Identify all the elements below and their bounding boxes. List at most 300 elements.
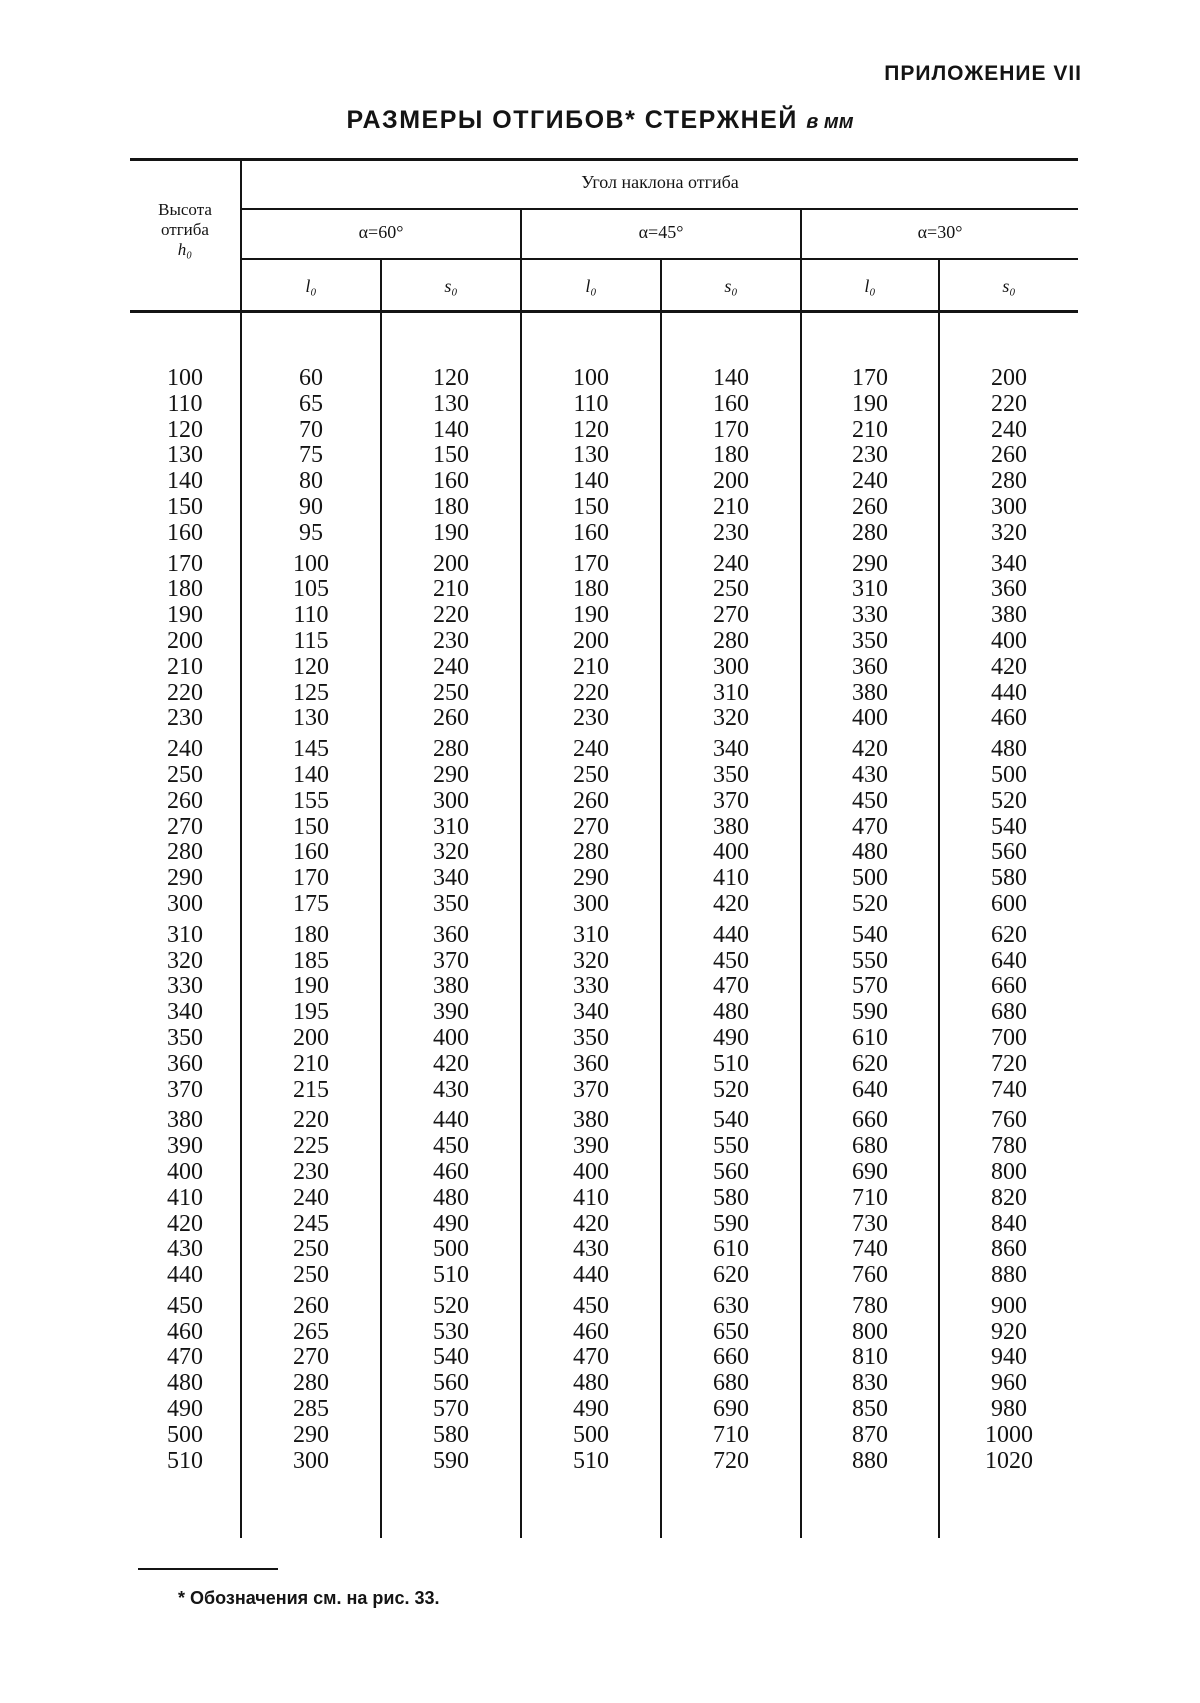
table-cell: 105 <box>293 576 329 603</box>
table-cell: 330 <box>167 973 203 1000</box>
table-cell: 590 <box>433 1447 469 1474</box>
table-cell: 150 <box>293 813 329 840</box>
table-cell: 460 <box>433 1158 469 1185</box>
table-cell: 260 <box>991 442 1027 469</box>
table-cell: 400 <box>991 627 1027 654</box>
table-cell: 520 <box>433 1292 469 1319</box>
table-cell: 310 <box>852 576 888 603</box>
table-cell: 280 <box>991 468 1027 495</box>
table-cell: 320 <box>573 947 609 974</box>
table-cell: 230 <box>852 442 888 469</box>
table-cell: 580 <box>713 1184 749 1211</box>
table-cell: 450 <box>167 1292 203 1319</box>
table-cell: 240 <box>713 550 749 577</box>
table-cell: 720 <box>991 1050 1027 1077</box>
table-cell: 420 <box>713 890 749 917</box>
table-cell: 75 <box>299 442 323 469</box>
table-cell: 390 <box>167 1133 203 1160</box>
table-cell: 80 <box>299 468 323 495</box>
table-cell: 120 <box>433 365 469 391</box>
table-cell: 610 <box>713 1236 749 1263</box>
table-cell: 350 <box>852 627 888 654</box>
table-cell: 430 <box>167 1236 203 1263</box>
table-cell: 170 <box>573 550 609 577</box>
table-cell: 420 <box>167 1210 203 1237</box>
table-cell: 160 <box>573 519 609 546</box>
table-cell: 370 <box>433 947 469 974</box>
table-cell: 420 <box>852 736 888 763</box>
table-cell: 440 <box>167 1262 203 1289</box>
table-cell: 440 <box>573 1262 609 1289</box>
table-cell: 680 <box>991 999 1027 1026</box>
table-cell: 660 <box>991 973 1027 1000</box>
table-cell: 520 <box>852 890 888 917</box>
table-cell: 330 <box>573 973 609 1000</box>
table-cell: 360 <box>433 921 469 948</box>
table-cell: 460 <box>573 1318 609 1345</box>
table-cell: 200 <box>167 627 203 654</box>
table-cell: 420 <box>433 1050 469 1077</box>
table-cell: 180 <box>713 442 749 469</box>
appendix-label: ПРИЛОЖЕНИЕ VII <box>884 62 1082 85</box>
table-cell: 440 <box>713 921 749 948</box>
table-cell: 160 <box>433 468 469 495</box>
table-cell: 210 <box>573 653 609 680</box>
table-cell: 620 <box>713 1262 749 1289</box>
table-cell: 180 <box>167 576 203 603</box>
table-cell: 210 <box>293 1050 329 1077</box>
table-cell: 480 <box>991 736 1027 763</box>
table-cell: 480 <box>573 1370 609 1397</box>
table-cell: 390 <box>573 1133 609 1160</box>
table-cell: 210 <box>852 416 888 443</box>
table-cell: 570 <box>433 1396 469 1423</box>
table-cell: 125 <box>293 679 329 706</box>
table-cell: 440 <box>433 1107 469 1134</box>
table-cell: 980 <box>991 1396 1027 1423</box>
table-cell: 190 <box>852 390 888 417</box>
table-cell: 170 <box>713 416 749 443</box>
table-cell: 240 <box>991 416 1027 443</box>
table-cell: 250 <box>713 576 749 603</box>
table-cell: 460 <box>991 705 1027 732</box>
table-cell: 300 <box>713 653 749 680</box>
table-cell: 410 <box>573 1184 609 1211</box>
table-cell: 110 <box>293 602 329 629</box>
title-main: РАЗМЕРЫ ОТГИБОВ* СТЕРЖНЕЙ <box>346 106 798 134</box>
table-cell: 320 <box>991 519 1027 546</box>
col-s-30 <box>940 366 1078 1474</box>
col-s-45 <box>662 366 800 1474</box>
table-cell: 60 <box>299 365 323 391</box>
table-cell: 580 <box>433 1421 469 1448</box>
table-cell: 450 <box>713 947 749 974</box>
table-cell: 540 <box>991 813 1027 840</box>
table-cell: 210 <box>167 653 203 680</box>
table-cell: 500 <box>991 761 1027 788</box>
table-cell: 660 <box>852 1107 888 1134</box>
table-cell: 560 <box>433 1370 469 1397</box>
table-cell: 310 <box>713 679 749 706</box>
table-cell: 280 <box>713 627 749 654</box>
table-cell: 150 <box>573 493 609 520</box>
table-cell: 500 <box>167 1421 203 1448</box>
table-cell: 270 <box>573 813 609 840</box>
sub-s-60: s₀ <box>444 276 458 296</box>
table-cell: 210 <box>433 576 469 603</box>
height-header-line-2: отгиба <box>161 220 209 239</box>
table-cell: 380 <box>433 973 469 1000</box>
table-cell: 350 <box>713 761 749 788</box>
table-cell: 110 <box>167 390 203 417</box>
table-cell: 490 <box>713 1024 749 1051</box>
table-cell: 310 <box>167 921 203 948</box>
angle-60-header: α=60° <box>358 222 404 242</box>
table-cell: 830 <box>852 1370 888 1397</box>
table-cell: 140 <box>713 365 749 391</box>
table-cell: 95 <box>299 519 323 546</box>
table-cell: 380 <box>713 813 749 840</box>
table-cell: 440 <box>991 679 1027 706</box>
table-cell: 400 <box>852 705 888 732</box>
table-cell: 225 <box>293 1133 329 1160</box>
table-cell: 100 <box>573 365 609 391</box>
table-cell: 400 <box>433 1024 469 1051</box>
table-cell: 410 <box>713 865 749 892</box>
table-cell: 370 <box>573 1076 609 1103</box>
table-cell: 250 <box>573 761 609 788</box>
table-cell: 400 <box>167 1158 203 1185</box>
table-cell: 470 <box>167 1344 203 1371</box>
table-cell: 480 <box>433 1184 469 1211</box>
table-cell: 250 <box>433 679 469 706</box>
table-cell: 220 <box>433 602 469 629</box>
table-cell: 240 <box>167 736 203 763</box>
table-cell: 1000 <box>985 1421 1033 1448</box>
table-cell: 340 <box>167 999 203 1026</box>
table-cell: 145 <box>293 736 329 763</box>
table-cell: 560 <box>991 839 1027 866</box>
table-cell: 240 <box>852 468 888 495</box>
table-cell: 760 <box>991 1107 1027 1134</box>
table-cell: 320 <box>433 839 469 866</box>
table-cell: 650 <box>713 1318 749 1345</box>
table-cell: 340 <box>573 999 609 1026</box>
table-cell: 190 <box>167 602 203 629</box>
table-cell: 280 <box>167 839 203 866</box>
table-cell: 550 <box>852 947 888 974</box>
table-cell: 360 <box>852 653 888 680</box>
table-cell: 290 <box>433 761 469 788</box>
sub-s-45: s₀ <box>724 276 738 296</box>
table-cell: 880 <box>991 1262 1027 1289</box>
table-cell: 230 <box>167 705 203 732</box>
table-cell: 300 <box>167 890 203 917</box>
table-cell: 170 <box>293 865 329 892</box>
table-cell: 360 <box>167 1050 203 1077</box>
sub-s-30: s₀ <box>1002 276 1016 296</box>
table-cell: 260 <box>293 1292 329 1319</box>
table-cell: 140 <box>293 761 329 788</box>
table-cell: 230 <box>293 1158 329 1185</box>
table-cell: 270 <box>713 602 749 629</box>
table-cell: 110 <box>573 390 609 417</box>
table-cell: 130 <box>573 442 609 469</box>
table-cell: 690 <box>852 1158 888 1185</box>
table-cell: 470 <box>713 973 749 1000</box>
table-cell: 180 <box>293 921 329 948</box>
table-cell: 120 <box>573 416 609 443</box>
table-cell: 350 <box>573 1024 609 1051</box>
table-cell: 155 <box>293 787 329 814</box>
table-cell: 510 <box>433 1262 469 1289</box>
table-cell: 280 <box>852 519 888 546</box>
sub-l-30: l₀ <box>864 276 876 296</box>
table-cell: 380 <box>167 1107 203 1134</box>
table-cell: 190 <box>293 973 329 1000</box>
table-cell: 380 <box>852 679 888 706</box>
footnote-rule <box>138 1568 278 1570</box>
table-cell: 290 <box>167 865 203 892</box>
table-cell: 590 <box>713 1210 749 1237</box>
table-cell: 780 <box>852 1292 888 1319</box>
table-cell: 340 <box>991 550 1027 577</box>
table-cell: 230 <box>713 519 749 546</box>
table-cell: 300 <box>991 493 1027 520</box>
table-cell: 70 <box>299 416 323 443</box>
table-cell: 690 <box>713 1396 749 1423</box>
table-cell: 490 <box>167 1396 203 1423</box>
table-cell: 65 <box>299 390 323 417</box>
title-unit: в мм <box>806 111 854 133</box>
table-cell: 180 <box>573 576 609 603</box>
table-cell: 170 <box>167 550 203 577</box>
table-cell: 290 <box>573 865 609 892</box>
angle-45-header: α=45° <box>638 222 684 242</box>
table-cell: 390 <box>433 999 469 1026</box>
table-cell: 1020 <box>985 1447 1033 1474</box>
height-header <box>130 200 240 260</box>
table-cell: 740 <box>852 1236 888 1263</box>
table-cell: 380 <box>573 1107 609 1134</box>
table-cell: 360 <box>573 1050 609 1077</box>
table-cell: 330 <box>852 602 888 629</box>
table-cell: 100 <box>167 365 203 391</box>
table-cell: 230 <box>573 705 609 732</box>
table-cell: 185 <box>293 947 329 974</box>
table-cell: 230 <box>433 627 469 654</box>
table-cell: 660 <box>713 1344 749 1371</box>
table-cell: 840 <box>991 1210 1027 1237</box>
table-cell: 870 <box>852 1421 888 1448</box>
table-cell: 175 <box>293 890 329 917</box>
table-cell: 420 <box>991 653 1027 680</box>
table-cell: 280 <box>293 1370 329 1397</box>
table-cell: 640 <box>852 1076 888 1103</box>
table-cell: 430 <box>852 761 888 788</box>
table-cell: 250 <box>167 761 203 788</box>
table-cell: 280 <box>433 736 469 763</box>
table-cell: 800 <box>852 1318 888 1345</box>
table-cell: 420 <box>573 1210 609 1237</box>
table-cell: 490 <box>433 1210 469 1237</box>
table-cell: 260 <box>573 787 609 814</box>
table-cell: 250 <box>293 1236 329 1263</box>
table-cell: 270 <box>293 1344 329 1371</box>
table-cell: 530 <box>433 1318 469 1345</box>
table-cell: 500 <box>433 1236 469 1263</box>
table-cell: 470 <box>573 1344 609 1371</box>
table-cell: 410 <box>167 1184 203 1211</box>
table-cell: 520 <box>991 787 1027 814</box>
table-cell: 265 <box>293 1318 329 1345</box>
table-cell: 850 <box>852 1396 888 1423</box>
table-cell: 400 <box>713 839 749 866</box>
table-cell: 620 <box>852 1050 888 1077</box>
table-cell: 540 <box>852 921 888 948</box>
table-cell: 960 <box>991 1370 1027 1397</box>
table-cell: 300 <box>573 890 609 917</box>
table-cell: 680 <box>713 1370 749 1397</box>
table-cell: 700 <box>991 1024 1027 1051</box>
table-cell: 340 <box>713 736 749 763</box>
table-cell: 220 <box>991 390 1027 417</box>
col-height <box>130 366 240 1474</box>
table-cell: 290 <box>852 550 888 577</box>
table-cell: 620 <box>991 921 1027 948</box>
table-cell: 210 <box>713 493 749 520</box>
table-cell: 320 <box>167 947 203 974</box>
table-cell: 160 <box>713 390 749 417</box>
table-cell: 680 <box>852 1133 888 1160</box>
sub-l-45: l₀ <box>585 276 597 296</box>
table-cell: 290 <box>293 1421 329 1448</box>
table-cell: 150 <box>433 442 469 469</box>
table-cell: 160 <box>167 519 203 546</box>
table-cell: 310 <box>433 813 469 840</box>
height-header-line-3: h₀ <box>177 240 193 259</box>
page-title <box>0 106 1200 135</box>
table-cell: 590 <box>852 999 888 1026</box>
table-cell: 350 <box>167 1024 203 1051</box>
table-cell: 580 <box>991 865 1027 892</box>
table-cell: 160 <box>293 839 329 866</box>
table-cell: 120 <box>167 416 203 443</box>
table-cell: 940 <box>991 1344 1027 1371</box>
table-cell: 115 <box>293 627 329 654</box>
table-cell: 730 <box>852 1210 888 1237</box>
table-cell: 150 <box>167 493 203 520</box>
table-cell: 200 <box>991 365 1027 391</box>
table-cell: 510 <box>167 1447 203 1474</box>
col-l-45 <box>522 366 660 1474</box>
table-cell: 800 <box>991 1158 1027 1185</box>
table-cell: 310 <box>573 921 609 948</box>
table-cell: 380 <box>991 602 1027 629</box>
table-cell: 250 <box>293 1262 329 1289</box>
table-cell: 400 <box>573 1158 609 1185</box>
table-cell: 140 <box>433 416 469 443</box>
table-cell: 140 <box>167 468 203 495</box>
table-cell: 240 <box>433 653 469 680</box>
table-cell: 220 <box>573 679 609 706</box>
table-cell: 190 <box>433 519 469 546</box>
table-cell: 510 <box>573 1447 609 1474</box>
table-cell: 450 <box>573 1292 609 1319</box>
table-cell: 220 <box>293 1107 329 1134</box>
table-cell: 120 <box>293 653 329 680</box>
table-cell: 370 <box>713 787 749 814</box>
table-cell: 760 <box>852 1262 888 1289</box>
table-cell: 240 <box>573 736 609 763</box>
table-cell: 130 <box>433 390 469 417</box>
table-cell: 245 <box>293 1210 329 1237</box>
table-cell: 570 <box>852 973 888 1000</box>
table-cell: 810 <box>852 1344 888 1371</box>
table-cell: 260 <box>852 493 888 520</box>
footnote: * Обозначения см. на рис. 33. <box>178 1588 440 1608</box>
table-cell: 470 <box>852 813 888 840</box>
bend-size-table <box>130 158 1078 1538</box>
table-cell: 610 <box>852 1024 888 1051</box>
table-cell: 480 <box>167 1370 203 1397</box>
table-cell: 860 <box>991 1236 1027 1263</box>
table-cell: 360 <box>991 576 1027 603</box>
table-cell: 300 <box>433 787 469 814</box>
table-cell: 460 <box>167 1318 203 1345</box>
table-cell: 370 <box>167 1076 203 1103</box>
table-cell: 720 <box>713 1447 749 1474</box>
table-cell: 190 <box>573 602 609 629</box>
angle-group-header: Угол наклона отгиба <box>581 172 739 192</box>
table-cell: 285 <box>293 1396 329 1423</box>
table-cell: 540 <box>433 1344 469 1371</box>
table-cell: 220 <box>167 679 203 706</box>
table-cell: 320 <box>713 705 749 732</box>
table-cell: 170 <box>852 365 888 391</box>
table-cell: 200 <box>293 1024 329 1051</box>
table-cell: 280 <box>573 839 609 866</box>
col-s-60 <box>382 366 520 1474</box>
table-cell: 450 <box>852 787 888 814</box>
table-cell: 640 <box>991 947 1027 974</box>
table-cell: 780 <box>991 1133 1027 1160</box>
col-l-30 <box>802 366 938 1474</box>
height-header-line-1: Высота <box>158 200 212 219</box>
table-cell: 630 <box>713 1292 749 1319</box>
table-cell: 920 <box>991 1318 1027 1345</box>
table-cell: 180 <box>433 493 469 520</box>
table-cell: 195 <box>293 999 329 1026</box>
table-cell: 200 <box>573 627 609 654</box>
table-cell: 140 <box>573 468 609 495</box>
table-cell: 820 <box>991 1184 1027 1211</box>
table-cell: 200 <box>433 550 469 577</box>
table-cell: 215 <box>293 1076 329 1103</box>
table-cell: 710 <box>713 1421 749 1448</box>
table-cell: 600 <box>991 890 1027 917</box>
table-cell: 100 <box>293 550 329 577</box>
table-cell: 880 <box>852 1447 888 1474</box>
table-cell: 560 <box>713 1158 749 1185</box>
table-cell: 270 <box>167 813 203 840</box>
table-cell: 540 <box>713 1107 749 1134</box>
table-cell: 340 <box>433 865 469 892</box>
table-cell: 500 <box>852 865 888 892</box>
angle-30-header: α=30° <box>917 222 963 242</box>
sub-l-60: l₀ <box>305 276 317 296</box>
table-cell: 260 <box>433 705 469 732</box>
